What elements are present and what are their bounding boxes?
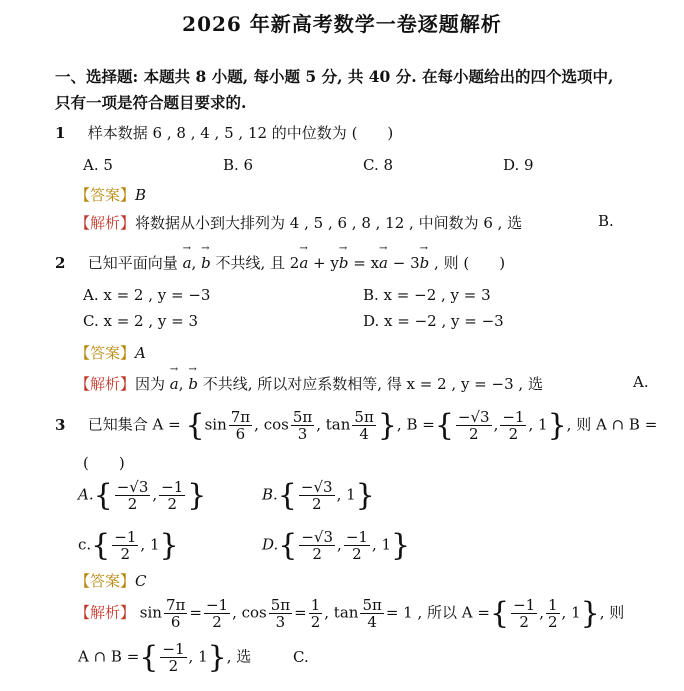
denominator: 2: [311, 495, 322, 513]
q1-answer: [75, 184, 146, 205]
fraction: [160, 641, 186, 675]
q3-option-b: B.{ $\frac{-√3}{2}$ , 1}: [262, 477, 375, 513]
set-element: 1: [538, 415, 548, 434]
left-brace: {: [93, 478, 113, 513]
q2-option-a: A. x = 2 , y = −3: [83, 286, 211, 304]
denominator: 2: [508, 425, 519, 443]
fraction: [229, 409, 252, 443]
fraction: [309, 597, 323, 631]
denominator: 2: [519, 613, 529, 631]
question-text: 已知平面向量: [87, 254, 183, 272]
vector-b: b →: [420, 254, 430, 272]
answer-tag: 【答案】: [75, 344, 136, 362]
fraction: [352, 409, 375, 443]
denominator: 2: [352, 545, 362, 563]
denominator: 2: [468, 425, 479, 443]
fraction: [299, 479, 335, 513]
denominator: 3: [275, 613, 286, 631]
q2-explanation: [75, 373, 543, 394]
left-brace: {: [185, 408, 205, 443]
numerator: 1: [547, 595, 558, 614]
q1-option-a: A. 5: [83, 156, 113, 174]
vector-a: a →: [183, 254, 192, 272]
option-label: c.: [78, 535, 92, 554]
left-brace: {: [278, 528, 298, 563]
numerator: −√3: [301, 527, 334, 546]
comma: ,: [191, 254, 197, 272]
numerator: 7π: [230, 407, 251, 426]
denominator: 2: [167, 495, 177, 513]
set-element: 1: [381, 535, 392, 554]
explanation-tag: 【解析】: [75, 214, 136, 232]
set-element: 1: [571, 603, 581, 622]
numerator: 5π: [270, 595, 291, 614]
numerator: −1: [114, 527, 137, 546]
denominator: 6: [170, 613, 181, 631]
q1-explanation-end: B.: [598, 212, 614, 230]
vector-a: a →: [299, 254, 308, 272]
denominator: 2: [127, 495, 138, 513]
numerator: −√3: [116, 477, 149, 496]
fraction: [269, 597, 292, 631]
numerator: −√3: [300, 477, 333, 496]
page-title: 2026 年新高考数学一卷逐题解析: [182, 12, 502, 36]
question-text: , B =: [396, 415, 435, 434]
question-number: 1: [55, 124, 66, 142]
fraction: [115, 479, 151, 513]
section-heading-line1: 一、选择题: 本题共 8 小题, 每小题 5 分, 共 40 分. 在每小题给出的四个选项中,: [55, 67, 614, 86]
explanation-text: , 则: [599, 603, 625, 622]
right-brace: }: [159, 528, 179, 563]
option-label: D.: [262, 535, 279, 554]
q2-option-d: D. x = −2 , y = −3: [363, 312, 504, 330]
right-brace: }: [580, 596, 600, 631]
q3-answer: [75, 570, 147, 591]
left-brace: {: [434, 408, 454, 443]
q2-answer: [75, 342, 146, 363]
numerator: −1: [345, 527, 368, 546]
numerator: −1: [502, 407, 525, 426]
fraction: [159, 479, 185, 513]
explanation-text: 不共线, 所以对应系数相等, 得 x = 2 , y = −3 , 选: [197, 375, 543, 393]
fraction: [299, 529, 335, 563]
question-text: , 则 A ∩ B =: [566, 415, 658, 434]
right-brace: }: [391, 528, 411, 563]
denominator: 2: [168, 657, 179, 675]
numerator: 7π: [165, 595, 186, 614]
numerator: −1: [162, 639, 185, 658]
q3-final-line: A ∩ B ={ $\frac{-1}{2}$ , 1}, 选: [78, 639, 252, 675]
vector-a: a →: [379, 254, 388, 272]
fraction: [204, 597, 230, 631]
denominator: 2: [312, 545, 322, 563]
question-text: + y: [308, 254, 339, 272]
question-3-stem: 3 已知集合 A = {sin $\frac{7\pi}{6}$ , cos $\frac{5\pi}{3}$ , tan $\frac{5\pi}{4}$ }, B ={ $\frac{-√3}{2}$ , $\frac{-1}{2}$ , 1}, 则 A ∩ B =: [55, 407, 658, 443]
right-brace: }: [377, 408, 397, 443]
option-label: B.: [262, 485, 278, 504]
fraction: [344, 529, 370, 563]
explanation-text: A ∩ B =: [78, 647, 140, 666]
explanation-tag: 【解析】: [75, 375, 136, 393]
vector-b: b →: [201, 254, 211, 272]
question-text: , 则 ( ): [429, 254, 506, 272]
denominator: 3: [297, 425, 308, 443]
numerator: 1: [310, 595, 321, 614]
fraction: [360, 597, 383, 631]
vector-b: b →: [188, 375, 198, 393]
fraction: [500, 409, 526, 443]
q3-option-c: c.{ $\frac{-1}{2}$ , 1}: [78, 527, 179, 563]
answer-tag: 【答案】: [75, 572, 136, 590]
fraction: [546, 597, 560, 631]
question-2-stem: [55, 252, 505, 273]
fraction: [112, 529, 138, 563]
q1-explanation: [75, 212, 522, 233]
fraction: [511, 597, 537, 631]
left-brace: {: [91, 528, 111, 563]
q1-option-c: C. 8: [363, 156, 394, 174]
numerator: 5π: [292, 407, 313, 426]
q3-option-a: A.{ $\frac{-√3}{2}$ , $\frac{-1}{2}$ }: [78, 477, 207, 513]
q3-paren: ( ): [83, 454, 125, 472]
denominator: 2: [120, 545, 131, 563]
option-label: A.: [78, 485, 94, 504]
left-brace: {: [139, 640, 159, 675]
explanation-text: 因为: [135, 375, 170, 393]
q1-option-b: B. 6: [223, 156, 254, 174]
denominator: 4: [367, 613, 377, 631]
question-number: 2: [55, 254, 66, 272]
numerator: −1: [513, 595, 536, 614]
set-element: 1: [346, 485, 356, 504]
numerator: 5π: [354, 407, 374, 426]
q2-option-c: C. x = 2 , y = 3: [83, 312, 199, 330]
explanation-text: = 1 , 所以 A =: [385, 603, 490, 622]
denominator: 4: [359, 425, 369, 443]
right-brace: }: [207, 640, 227, 675]
numerator: −1: [205, 595, 229, 614]
question-1-stem: [55, 122, 393, 143]
explanation-text: 将数据从小到大排列为 4 , 5 , 6 , 8 , 12 , 中间数为 6 , 选: [135, 214, 523, 232]
set-element: 1: [149, 535, 160, 554]
numerator: −1: [161, 477, 184, 496]
q2-explanation-end: A.: [633, 373, 649, 391]
left-brace: {: [277, 478, 297, 513]
vector-b: b →: [339, 254, 349, 272]
denominator: 2: [310, 613, 321, 631]
numerator: 5π: [362, 595, 382, 614]
q3-explanation: 【解析】 sin $\frac{7\pi}{6}$ = $\frac{-1}{2}$ , cos $\frac{5\pi}{3}$ = $\frac{1}{2}$ , tan $\frac{5\pi}{4}$ = 1 , 所以 A ={ $\frac{-1}{2}$ , $\frac{1}{2}$ , 1}, 则: [75, 595, 625, 631]
fraction: [164, 597, 187, 631]
answer-value: C: [135, 572, 147, 590]
fraction: [291, 409, 314, 443]
answer-value: B: [135, 186, 147, 204]
right-brace: }: [187, 478, 207, 513]
comma: ,: [178, 375, 184, 393]
answer-tag: 【答案】: [75, 186, 136, 204]
q2-option-b: B. x = −2 , y = 3: [363, 286, 491, 304]
section-heading-line2: 只有一项是符合题目要求的.: [55, 93, 247, 112]
explanation-text: , 选: [226, 647, 252, 666]
question-number: 3: [55, 415, 66, 434]
q3-explanation-end: C.: [293, 648, 309, 666]
answer-value: A: [135, 344, 146, 362]
explanation-tag: 【解析】: [75, 603, 136, 622]
question-text: 样本数据 6 , 8 , 4 , 5 , 12 的中位数为 ( ): [87, 124, 394, 142]
right-brace: }: [547, 408, 567, 443]
section-heading: [55, 64, 675, 116]
denominator: 2: [212, 613, 222, 631]
q1-option-d: D. 9: [503, 156, 534, 174]
denominator: 2: [547, 613, 558, 631]
question-text: 已知集合 A =: [87, 415, 181, 434]
question-text: = x: [348, 254, 380, 272]
fraction: [456, 409, 492, 443]
denominator: 6: [235, 425, 246, 443]
question-text: 不共线, 且 2: [210, 254, 300, 272]
numerator: −√3: [457, 407, 490, 426]
set-element: 1: [198, 647, 208, 666]
right-brace: }: [355, 478, 375, 513]
question-text: − 3: [388, 254, 420, 272]
vector-a: a →: [170, 375, 179, 393]
left-brace: {: [489, 596, 510, 631]
q3-option-d: D.{ $\frac{-√3}{2}$ , $\frac{-1}{2}$ , 1}: [262, 527, 411, 563]
